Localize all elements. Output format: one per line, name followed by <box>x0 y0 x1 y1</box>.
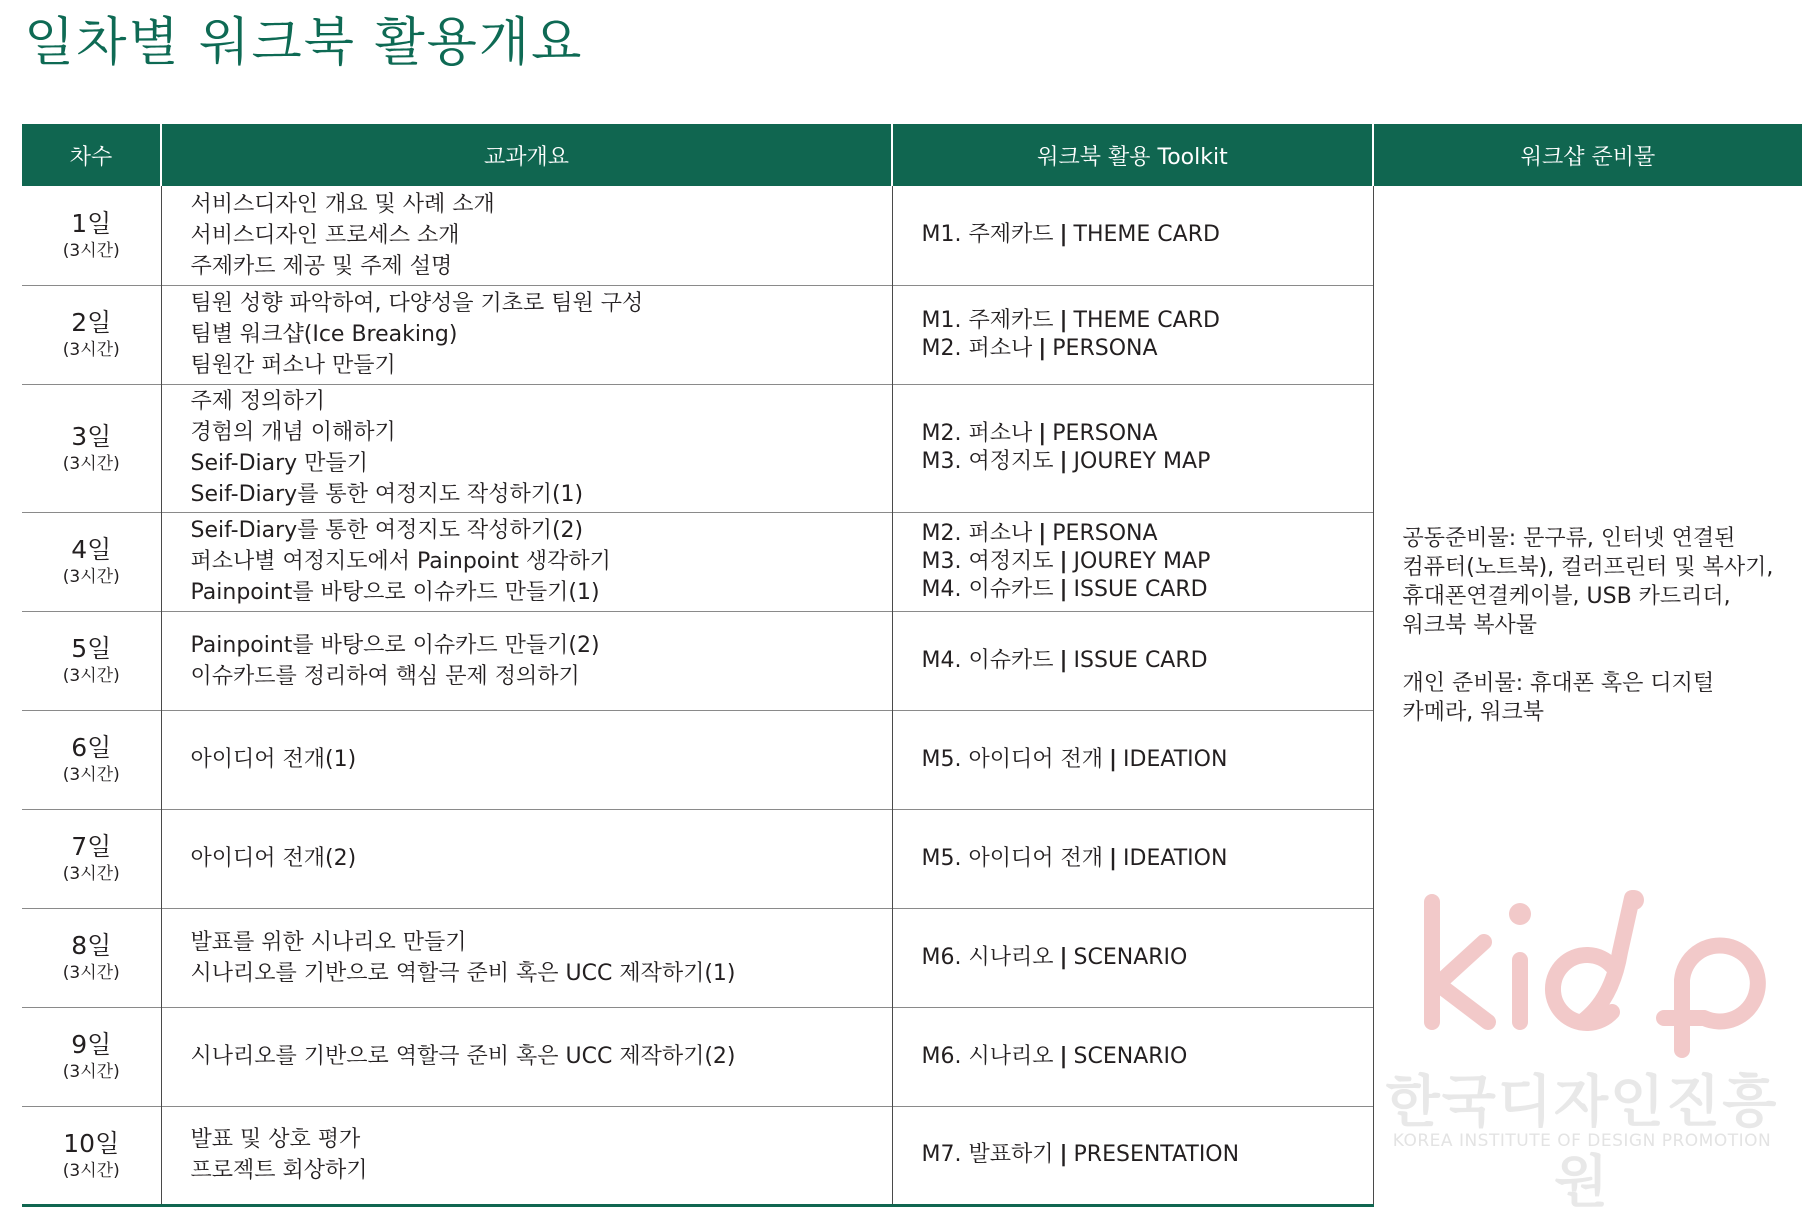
toolkit-code: M4. 이슈카드 <box>921 576 1054 602</box>
toolkit-cell <box>892 186 1373 285</box>
session-hours: (3시간) <box>62 864 120 884</box>
overview-line: 프로젝트 회상하기 <box>190 1158 368 1183</box>
watermark-subtitle: KOREA INSTITUTE OF DESIGN PROMOTION <box>1392 1131 1772 1151</box>
toolkit-item <box>922 845 1373 873</box>
overview-line: 팀원 성향 파악하여, 다양성을 기초로 팀원 구성 <box>190 291 644 316</box>
toolkit-cell <box>892 384 1373 512</box>
toolkit-code: M7. 발표하기 <box>921 1142 1054 1167</box>
overview-line: 주제 정의하기 <box>190 389 326 414</box>
overview-line: 발표를 위한 시나리오 만들기 <box>190 929 467 955</box>
personal-preparation-line: 카메라, 워크북 <box>1402 700 1544 725</box>
table-body <box>22 186 1802 1205</box>
toolkit-code: M5. 아이디어 전개 <box>921 746 1103 772</box>
toolkit-code: M2. 퍼소나 <box>921 520 1033 546</box>
session-cell <box>22 1007 161 1106</box>
workbook-table <box>22 124 1802 1207</box>
common-preparation-line: 워크북 복사물 <box>1402 613 1538 638</box>
session-cell <box>22 710 161 809</box>
session-hours: (3시간) <box>62 453 120 474</box>
overview-line: Seif-Diary 만들기 <box>190 451 368 476</box>
toolkit-code: M3. 여정지도 <box>921 449 1054 474</box>
overview-line: 팀별 워크샵(Ice Breaking) <box>190 322 458 347</box>
session-day: 10일 <box>63 1128 120 1158</box>
toolkit-name: PRESENTATION <box>1073 1142 1240 1167</box>
toolkit-item <box>922 1141 1373 1169</box>
overview-line: Seif-Diary를 통한 여정지도 작성하기(1) <box>190 482 584 507</box>
toolkit-cell <box>892 1106 1373 1205</box>
toolkit-code: M4. 이슈카드 <box>921 647 1054 673</box>
overview-cell <box>161 384 892 512</box>
common-preparation-line: 휴대폰연결케이블, USB 카드리더, <box>1402 584 1731 609</box>
common-preparation-line: 컴퓨터(노트북), 컬러프린터 및 복사기, <box>1402 555 1774 580</box>
overview-cell <box>161 186 892 285</box>
page-title: 일차별 워크북 활용개요 <box>24 13 584 73</box>
toolkit-name: PERSONA <box>1052 421 1158 446</box>
session-hours: (3시간) <box>62 765 120 785</box>
toolkit-name: THEME CARD <box>1073 222 1220 248</box>
toolkit-separator: | <box>1059 647 1068 673</box>
toolkit-separator: | <box>1059 1142 1068 1167</box>
session-day: 3일 <box>71 421 112 451</box>
common-preparation-line: 공동준비물: 문구류, 인터넷 연결된 <box>1402 526 1736 551</box>
overview-line: 시나리오를 기반으로 역할극 준비 혹은 UCC 제작하기(1) <box>190 960 736 986</box>
toolkit-cell <box>892 908 1373 1007</box>
overview-cell <box>161 908 892 1007</box>
session-day: 5일 <box>71 634 112 663</box>
toolkit-item <box>922 221 1373 249</box>
overview-cell <box>161 809 892 908</box>
overview-line: 아이디어 전개(2) <box>190 846 357 871</box>
overview-line: Painpoint를 바탕으로 이슈카드 만들기(2) <box>190 632 600 658</box>
overview-line: 시나리오를 기반으로 역할극 준비 혹은 UCC 제작하기(2) <box>190 1044 736 1069</box>
toolkit-cell <box>892 1007 1373 1106</box>
overview-line: 팀원간 퍼소나 만들기 <box>190 353 396 378</box>
toolkit-cell <box>892 710 1373 809</box>
overview-cell <box>161 710 892 809</box>
session-hours: (3시간) <box>62 963 120 983</box>
toolkit-item <box>922 576 1373 604</box>
overview-cell <box>161 1007 892 1106</box>
session-day: 4일 <box>71 535 112 564</box>
session-hours: (3시간) <box>62 666 120 686</box>
toolkit-name: JOUREY MAP <box>1073 449 1211 474</box>
toolkit-separator: | <box>1059 944 1068 970</box>
toolkit-item <box>922 448 1373 476</box>
session-day: 6일 <box>71 733 112 762</box>
overview-line: 서비스디자인 개요 및 사례 소개 <box>190 191 495 217</box>
toolkit-cell <box>892 611 1373 710</box>
toolkit-cell <box>892 809 1373 908</box>
header-toolkit: 워크북 활용 Toolkit <box>892 124 1373 186</box>
toolkit-separator: | <box>1059 576 1068 602</box>
toolkit-code: M3. 여정지도 <box>921 548 1054 574</box>
toolkit-separator: | <box>1059 1043 1068 1069</box>
toolkit-item <box>922 548 1373 576</box>
toolkit-item <box>922 746 1373 774</box>
session-hours: (3시간) <box>62 240 120 261</box>
toolkit-name: ISSUE CARD <box>1073 576 1208 602</box>
toolkit-separator: | <box>1059 548 1068 574</box>
session-cell <box>22 384 161 512</box>
toolkit-cell <box>892 285 1373 384</box>
toolkit-item <box>922 420 1373 448</box>
overview-line: 아이디어 전개(1) <box>190 747 357 772</box>
toolkit-item <box>922 307 1373 335</box>
toolkit-code: M6. 시나리오 <box>921 944 1054 970</box>
toolkit-separator: | <box>1038 421 1047 446</box>
toolkit-name: SCENARIO <box>1073 1043 1188 1069</box>
toolkit-separator: | <box>1108 746 1118 772</box>
session-day: 7일 <box>71 832 112 861</box>
toolkit-name: THEME CARD <box>1073 307 1220 333</box>
toolkit-separator: | <box>1059 307 1068 333</box>
toolkit-separator: | <box>1038 520 1047 546</box>
watermark-name: 한국디자인진흥원 <box>1385 1070 1779 1215</box>
overview-line: 이슈카드를 정리하여 핵심 문제 정의하기 <box>190 663 580 689</box>
session-cell <box>22 512 161 611</box>
overview-line: Seif-Diary를 통한 여정지도 작성하기(2) <box>190 518 584 543</box>
session-cell <box>22 908 161 1007</box>
toolkit-item <box>922 944 1373 972</box>
toolkit-name: IDEATION <box>1123 746 1228 772</box>
toolkit-code: M1. 주제카드 <box>921 307 1054 333</box>
session-cell <box>22 809 161 908</box>
overview-line: 경험의 개념 이해하기 <box>190 420 396 445</box>
session-hours: (3시간) <box>62 1160 120 1181</box>
overview-cell <box>161 1106 892 1205</box>
session-hours: (3시간) <box>62 567 120 587</box>
toolkit-separator: | <box>1059 449 1068 474</box>
overview-cell <box>161 285 892 384</box>
session-cell <box>22 1106 161 1205</box>
toolkit-item <box>922 335 1373 363</box>
toolkit-name: PERSONA <box>1052 520 1158 546</box>
toolkit-name: PERSONA <box>1052 335 1158 361</box>
session-hours: (3시간) <box>62 1062 120 1082</box>
overview-cell <box>161 512 892 611</box>
toolkit-code: M1. 주제카드 <box>921 222 1054 248</box>
preparations-cell <box>1373 186 1802 1205</box>
overview-line: 서비스디자인 프로세스 소개 <box>190 222 460 248</box>
toolkit-cell <box>892 512 1373 611</box>
toolkit-code: M2. 퍼소나 <box>921 421 1033 446</box>
toolkit-item <box>922 647 1373 675</box>
session-day: 8일 <box>71 931 112 960</box>
toolkit-name: SCENARIO <box>1073 944 1188 970</box>
preparation-bottom-space <box>1403 727 1793 867</box>
toolkit-code: M6. 시나리오 <box>921 1043 1054 1069</box>
toolkit-item <box>922 520 1373 548</box>
table-row <box>22 186 1802 285</box>
toolkit-separator: | <box>1059 222 1068 248</box>
overview-line: 퍼소나별 여정지도에서 Painpoint 생각하기 <box>190 549 611 574</box>
toolkit-code: M2. 퍼소나 <box>921 335 1033 361</box>
header-session: 차수 <box>22 124 161 186</box>
overview-line: 발표 및 상호 평가 <box>190 1127 361 1152</box>
session-hours: (3시간) <box>62 340 120 360</box>
toolkit-item <box>922 1043 1373 1071</box>
toolkit-name: IDEATION <box>1123 845 1228 871</box>
header-overview: 교과개요 <box>161 124 892 186</box>
session-day: 2일 <box>71 308 112 337</box>
header-preparations: 워크샵 준비물 <box>1373 124 1802 186</box>
toolkit-name: ISSUE CARD <box>1073 647 1208 673</box>
toolkit-name: JOUREY MAP <box>1073 548 1211 574</box>
overview-cell <box>161 611 892 710</box>
toolkit-separator: | <box>1038 335 1047 361</box>
toolkit-code: M5. 아이디어 전개 <box>921 845 1103 871</box>
session-cell <box>22 186 161 285</box>
personal-preparation-line: 개인 준비물: 휴대폰 혹은 디지털 <box>1402 671 1715 696</box>
overview-line: 주제카드 제공 및 주제 설명 <box>190 253 453 279</box>
session-day: 1일 <box>71 208 112 238</box>
session-cell <box>22 285 161 384</box>
table-header-row <box>22 124 1802 186</box>
session-day: 9일 <box>71 1030 112 1059</box>
session-cell <box>22 611 161 710</box>
toolkit-separator: | <box>1108 845 1118 871</box>
overview-line: Painpoint를 바탕으로 이슈카드 만들기(1) <box>190 580 600 605</box>
preparation-gap <box>1403 640 1793 669</box>
